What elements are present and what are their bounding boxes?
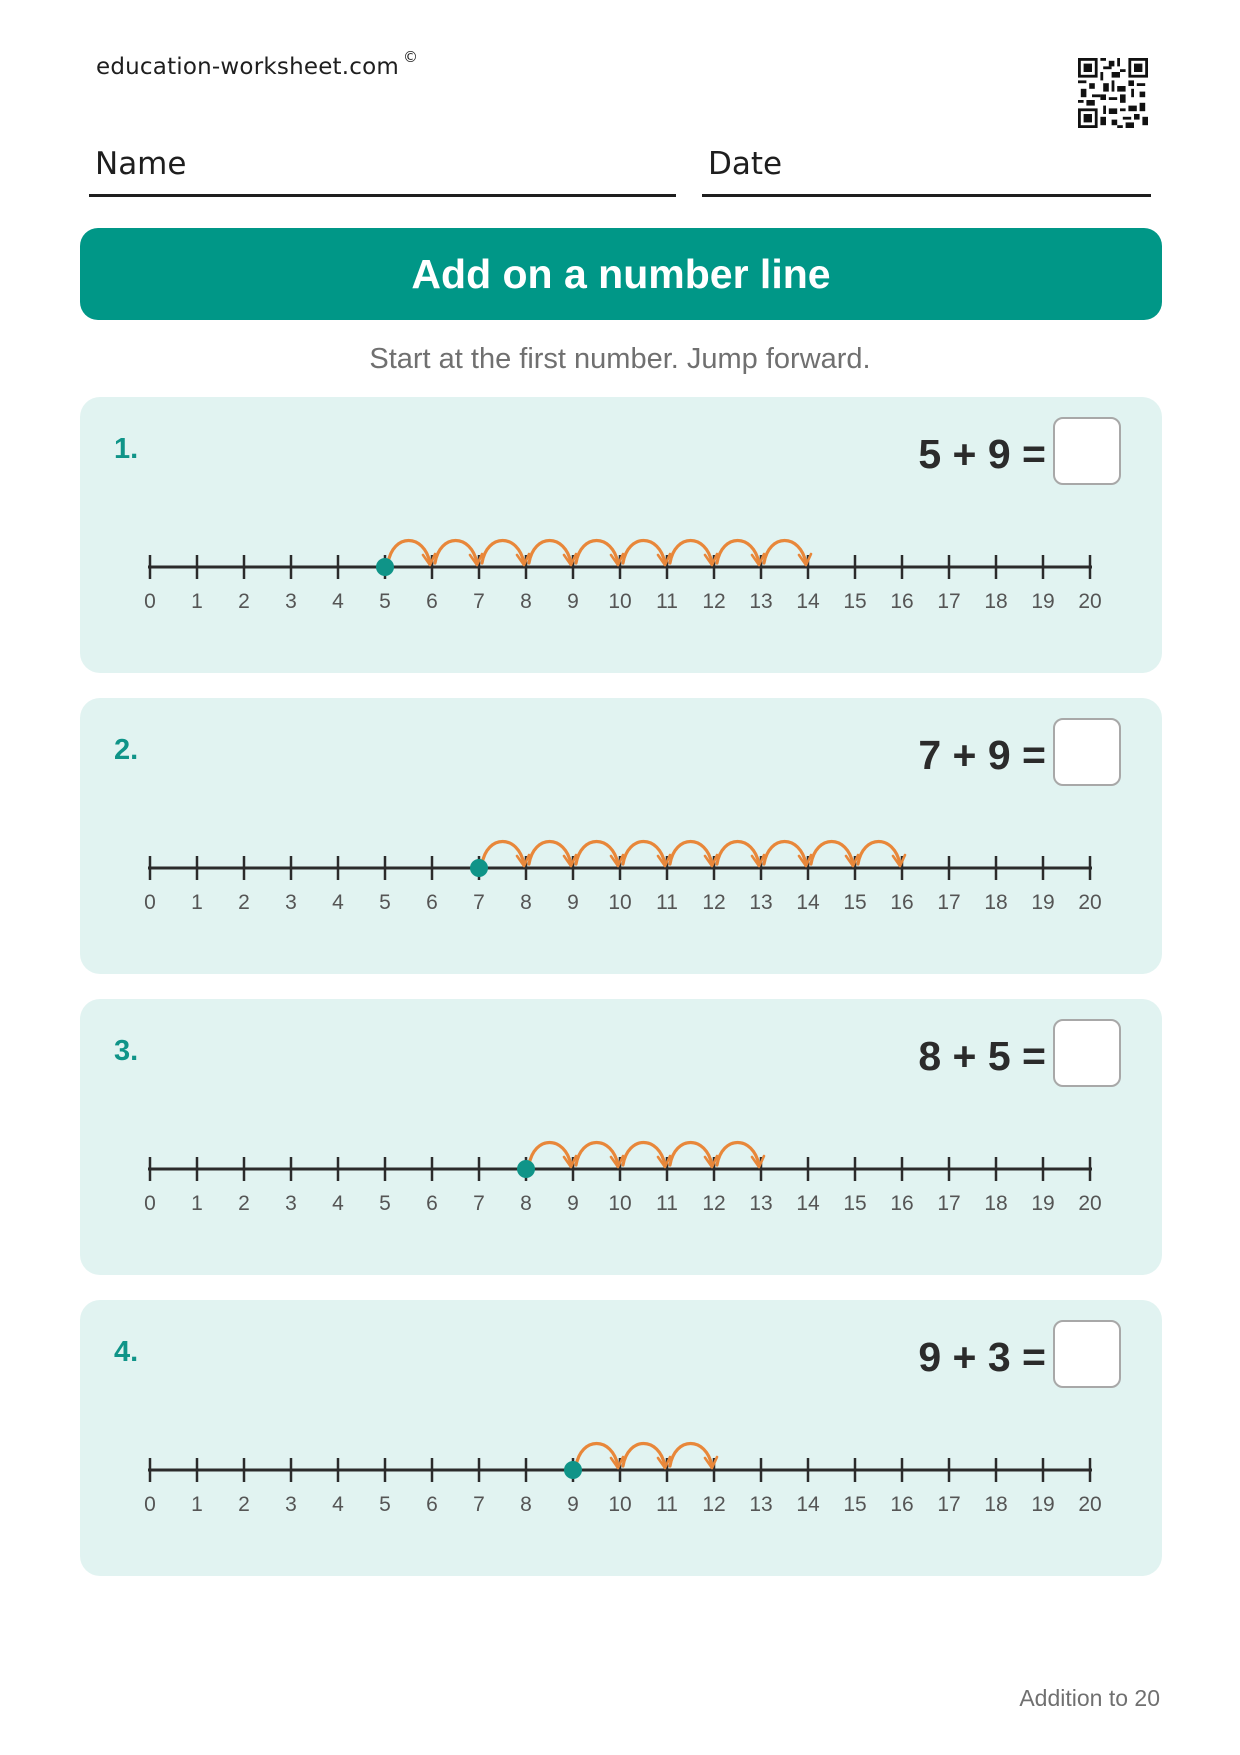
site-brand [96, 48, 418, 80]
tick-label: 14 [796, 1192, 820, 1215]
tick-label: 7 [473, 1493, 485, 1516]
copyright-mark: © [403, 48, 419, 66]
tick-label: 9 [567, 1493, 579, 1516]
tick-label: 8 [520, 590, 532, 613]
jump-arc [670, 541, 712, 564]
jump-arc [670, 1444, 712, 1467]
tick-label: 19 [1031, 1493, 1055, 1516]
jump-arc [623, 1444, 665, 1467]
tick-label: 20 [1078, 1493, 1102, 1516]
footer-topic: Addition to 20 [1019, 1685, 1160, 1711]
tick-label: 20 [1078, 891, 1102, 914]
tick-label: 6 [426, 891, 438, 914]
tick-label: 1 [191, 891, 203, 914]
equation-text: 8 + 5 = [918, 1033, 1046, 1079]
tick-label: 1 [191, 1493, 203, 1516]
tick-label: 19 [1031, 590, 1055, 613]
tick-label: 9 [567, 590, 579, 613]
date-label: Date [708, 146, 783, 182]
tick-label: 17 [937, 1493, 961, 1516]
tick-label: 9 [567, 891, 579, 914]
tick-label: 14 [796, 1493, 820, 1516]
tick-label: 19 [1031, 891, 1055, 914]
tick-label: 15 [843, 891, 867, 914]
start-point [517, 1160, 535, 1178]
site-name: education-worksheet.com [96, 54, 399, 80]
problem-number: 2. [114, 734, 139, 766]
tick-label: 5 [379, 891, 391, 914]
name-field[interactable] [89, 140, 676, 197]
tick-label: 10 [608, 590, 632, 613]
tick-label: 17 [937, 891, 961, 914]
tick-label: 17 [937, 590, 961, 613]
tick-label: 7 [473, 590, 485, 613]
jump-arc [670, 842, 712, 865]
jump-arc [623, 842, 665, 865]
tick-label: 8 [520, 1493, 532, 1516]
tick-label: 14 [796, 891, 820, 914]
equation-text: 5 + 9 = [918, 431, 1046, 477]
tick-label: 4 [332, 1493, 344, 1516]
tick-label: 2 [238, 891, 250, 914]
tick-label: 18 [984, 1192, 1008, 1215]
tick-label: 16 [890, 891, 914, 914]
problem-card-2 [80, 698, 1162, 974]
problem-number: 4. [114, 1336, 139, 1368]
tick-label: 13 [749, 1192, 773, 1215]
tick-label: 16 [890, 590, 914, 613]
tick-label: 3 [285, 891, 297, 914]
jump-arc [717, 842, 759, 865]
tick-label: 8 [520, 1192, 532, 1215]
tick-label: 10 [608, 1192, 632, 1215]
tick-label: 19 [1031, 1192, 1055, 1215]
tick-label: 10 [608, 891, 632, 914]
tick-label: 6 [426, 590, 438, 613]
tick-label: 2 [238, 590, 250, 613]
jump-arc [482, 842, 524, 865]
tick-label: 6 [426, 1493, 438, 1516]
tick-label: 3 [285, 1192, 297, 1215]
jump-arc [717, 1143, 759, 1166]
tick-label: 9 [567, 1192, 579, 1215]
number-line [80, 698, 1162, 974]
qr-code-icon [1078, 58, 1148, 128]
tick-label: 12 [702, 891, 726, 914]
problem-number: 3. [114, 1035, 139, 1067]
tick-label: 7 [473, 891, 485, 914]
jump-arc [717, 541, 759, 564]
tick-label: 1 [191, 1192, 203, 1215]
tick-label: 7 [473, 1192, 485, 1215]
jump-arc [529, 1143, 571, 1166]
tick-label: 18 [984, 1493, 1008, 1516]
equation-text: 9 + 3 = [918, 1334, 1046, 1380]
tick-label: 4 [332, 590, 344, 613]
number-line [80, 1300, 1162, 1576]
tick-label: 11 [656, 891, 678, 914]
tick-label: 15 [843, 1493, 867, 1516]
jump-arc [529, 541, 571, 564]
tick-label: 14 [796, 590, 820, 613]
jump-arc [811, 842, 853, 865]
tick-label: 16 [890, 1192, 914, 1215]
tick-label: 2 [238, 1192, 250, 1215]
tick-label: 11 [656, 1493, 678, 1516]
tick-label: 12 [702, 590, 726, 613]
jump-arc [529, 842, 571, 865]
date-field[interactable] [702, 140, 1151, 197]
tick-label: 16 [890, 1493, 914, 1516]
start-point [470, 859, 488, 877]
tick-label: 20 [1078, 1192, 1102, 1215]
tick-label: 2 [238, 1493, 250, 1516]
problem-number: 1. [114, 433, 139, 465]
equation-text: 7 + 9 = [918, 732, 1046, 778]
tick-label: 4 [332, 891, 344, 914]
tick-label: 18 [984, 891, 1008, 914]
jump-arc [482, 541, 524, 564]
tick-label: 1 [191, 590, 203, 613]
start-point [564, 1461, 582, 1479]
number-line [80, 999, 1162, 1275]
problem-card-4 [80, 1300, 1162, 1576]
jump-arc [764, 541, 806, 564]
jump-arc [435, 541, 477, 564]
tick-label: 11 [656, 1192, 678, 1215]
jump-arc [858, 842, 900, 865]
tick-label: 5 [379, 1493, 391, 1516]
tick-label: 10 [608, 1493, 632, 1516]
jump-arc [764, 842, 806, 865]
problem-card-1 [80, 397, 1162, 673]
tick-label: 6 [426, 1192, 438, 1215]
number-line [80, 397, 1162, 673]
tick-label: 5 [379, 590, 391, 613]
jump-arc [576, 541, 618, 564]
tick-label: 13 [749, 891, 773, 914]
tick-label: 3 [285, 1493, 297, 1516]
tick-label: 15 [843, 1192, 867, 1215]
tick-label: 11 [656, 590, 678, 613]
tick-label: 3 [285, 590, 297, 613]
tick-label: 0 [144, 590, 156, 613]
jump-arc [576, 1444, 618, 1467]
problem-card-3 [80, 999, 1162, 1275]
jump-arc [388, 541, 430, 564]
instruction-text: Start at the first number. Jump forward. [369, 343, 871, 375]
jump-arc [576, 842, 618, 865]
tick-label: 0 [144, 891, 156, 914]
jump-arc [623, 1143, 665, 1166]
tick-label: 13 [749, 1493, 773, 1516]
tick-label: 12 [702, 1493, 726, 1516]
tick-label: 8 [520, 891, 532, 914]
tick-label: 17 [937, 1192, 961, 1215]
tick-label: 0 [144, 1192, 156, 1215]
tick-label: 0 [144, 1493, 156, 1516]
tick-label: 20 [1078, 590, 1102, 613]
jump-arc [623, 541, 665, 564]
start-point [376, 558, 394, 576]
jump-arc [670, 1143, 712, 1166]
name-label: Name [95, 146, 187, 182]
tick-label: 12 [702, 1192, 726, 1215]
tick-label: 4 [332, 1192, 344, 1215]
tick-label: 18 [984, 590, 1008, 613]
tick-label: 15 [843, 590, 867, 613]
tick-label: 13 [749, 590, 773, 613]
page-title: Add on a number line [411, 250, 831, 297]
tick-label: 5 [379, 1192, 391, 1215]
title-banner [80, 228, 1162, 320]
jump-arc [576, 1143, 618, 1166]
